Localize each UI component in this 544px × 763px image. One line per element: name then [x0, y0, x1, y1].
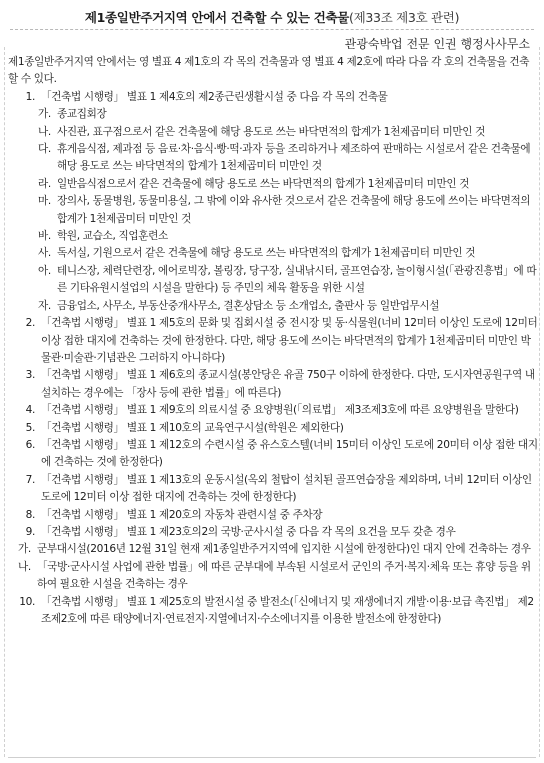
item-text: 군부대시설(2016년 12월 31일 현재 제1종일반주거지역에 입지한 시설에 한정한다)인 대지 안에 건축하는 경우: [37, 543, 531, 556]
sub-list-item: [8, 176, 538, 193]
item-number: 5.: [25, 421, 35, 434]
item-text: 학원, 교습소, 직업훈련소: [57, 230, 168, 243]
item-number: 라.: [38, 177, 51, 190]
item-number: 사.: [38, 247, 51, 260]
item-number: 나.: [38, 125, 51, 138]
item-number: 2.: [25, 317, 35, 330]
item-text: 「건축법 시행령」 별표 1 제5호의 문화 및 집회시설 중 전시장 및 동·식물원(너비 12미터 이상인 도로에 12미터 이상 접한 대지에 건축하는 것에 한정한다. 다만, 해당 용도에 쓰이는 바닥면적의 합계가 1천제곱미터 미만인 박물관·미술관·기념관은 그러하지 아니하다): [41, 317, 538, 364]
left-border: [4, 47, 5, 757]
list-item: [8, 402, 538, 419]
item-number: 7.: [25, 473, 35, 486]
item-text: 「국방·군사시설 사업에 관한 법률」에 따른 군부대에 부속된 시설로서 군인의 주거·복지·체육 또는 휴양 등을 위하여 필요한 시설을 건축하는 경우: [37, 560, 531, 591]
list-item: [8, 315, 538, 367]
document-title: [0, 8, 544, 26]
item-number: 10.: [19, 595, 35, 608]
intro-paragraph: 제1종일반주거지역 안에서는 영 별표 4 제1호의 각 목의 건축물과 영 별표 4 제2호에 따라 다음 각 호의 건축물을 건축할 수 있다.: [8, 56, 530, 86]
item-text: 「건축법 시행령」 별표 1 제12호의 수련시설 중 유스호스텔(너비 15미터 이상인 도로에 20미터 이상 접한 대지에 건축하는 것에 한정한다): [41, 438, 538, 469]
item-text: 사진관, 표구점으로서 같은 건축물에 해당 용도로 쓰는 바닥면적의 합계가 1천제곱미터 미만인 것: [57, 125, 486, 138]
item-number: 자.: [38, 299, 51, 312]
title-sub: (제33조 제3호 관련): [349, 10, 460, 25]
list-item: [8, 472, 538, 507]
item-text: 「건축법 시행령」 별표 1 제20호의 자동차 관련시설 중 주차장: [41, 508, 323, 521]
sub-list-item: [8, 263, 538, 298]
item-text: 테니스장, 체력단련장, 에어로빅장, 볼링장, 당구장, 실내낚시터, 골프연습장, 놀이형시설(「관광진흥법」에 따른 기타유원시설업의 시설을 말한다) 등 주민의 체육 활동을 위한 시설: [57, 264, 537, 295]
item-text: 「건축법 시행령」 별표 1 제4호의 제2종근린생활시설 중 다음 각 목의 건축물: [41, 90, 388, 103]
item-number: 다.: [38, 143, 51, 156]
sub-list-item: [8, 106, 538, 123]
item-number: 가.: [38, 108, 51, 121]
sub-list-item: [8, 228, 538, 245]
item-number: 8.: [25, 508, 35, 521]
item-text: 일반음식점으로서 같은 건축물에 해당 용도로 쓰는 바닥면적의 합계가 1천제곱미터 미만인 것: [57, 177, 470, 190]
right-border: [539, 47, 540, 757]
item-number: 9.: [25, 525, 35, 538]
sub-list-item: [8, 193, 538, 228]
item-number: 3.: [25, 369, 35, 382]
item-text: 독서실, 기원으로서 같은 건축물에 해당 용도로 쓰는 바닥면적의 합계가 1천제곱미터 미만인 것: [57, 247, 476, 260]
item-number: 아.: [38, 264, 51, 277]
item-number: 바.: [38, 230, 51, 243]
document-body: [8, 54, 538, 628]
item-text: 휴게음식점, 제과점 등 음료·차·음식·빵·떡·과자 등을 조리하거나 제조하여 판매하는 시설로서 같은 건축물에 해당 용도로 쓰는 바닥면적의 합계가 1천제곱미터 미만인 것: [57, 143, 531, 173]
sub-list-item: [8, 559, 538, 594]
list-item: [8, 594, 538, 629]
sub-list-item: [8, 141, 538, 176]
item-number: 마.: [38, 195, 51, 208]
bottom-divider: [8, 757, 536, 758]
item-list: [8, 89, 538, 629]
author-line: 관광숙박업 전문 인권 행정사사무소: [344, 37, 530, 51]
item-text: 「건축법 시행령」 별표 1 제23호의2의 국방·군사시설 중 다음 각 목의 요건을 모두 갖춘 경우: [41, 525, 456, 538]
list-item: [8, 420, 538, 437]
title-main: 제1종일반주거지역 안에서 건축할 수 있는 건축물: [84, 10, 350, 25]
item-number: 1.: [25, 90, 35, 103]
item-text: 장의사, 동물병원, 동물미용실, 그 밖에 이와 유사한 것으로서 같은 건축물에 해당 용도에 쓰이는 바닥면적의 합계가 1천제곱미터 미만인 것: [57, 195, 531, 225]
item-number: 나.: [18, 560, 31, 573]
item-number: 가.: [18, 543, 31, 556]
item-number: 6.: [25, 438, 35, 451]
list-item: [8, 524, 538, 541]
item-text: 금융업소, 사무소, 부동산중개사무소, 결혼상담소 등 소개업소, 출판사 등 일반업무시설: [57, 299, 440, 312]
list-item: [8, 437, 538, 472]
list-item: [8, 89, 538, 106]
item-text: 「건축법 시행령」 별표 1 제13호의 운동시설(옥외 철탑이 설치된 골프연습장을 제외하며, 너비 12미터 이상인 도로에 12미터 이상 접한 대지에 건축하는 것에 한정한다): [41, 473, 532, 504]
item-text: 「건축법 시행령」 별표 1 제10호의 교육연구시설(학원은 제외한다): [41, 421, 344, 434]
item-text: 「건축법 시행령」 별표 1 제25호의 발전시설 중 발전소(「신에너지 및 재생에너지 개발·이용·보급 촉진법」 제2조제2호에 따른 태양에너지·연료전지·지열에너지·수소에너지를 이용한 발전소에 한정한다): [41, 595, 534, 625]
item-text: 종교집회장: [57, 108, 107, 121]
item-text: 「건축법 시행령」 별표 1 제6호의 종교시설(봉안당은 유골 750구 이하에 한정한다. 다만, 도시자연공원구역 내 설치하는 경우에는 「장사 등에 관한 법률」에 따른다): [41, 369, 535, 399]
list-item: [8, 507, 538, 524]
title-divider: [10, 29, 534, 30]
list-item: [8, 367, 538, 402]
sub-list-item: [8, 541, 538, 558]
sub-list-item: [8, 245, 538, 262]
item-number: 4.: [25, 404, 35, 417]
sub-list-item: [8, 298, 538, 315]
item-text: 「건축법 시행령」 별표 1 제9호의 의료시설 중 요양병원(「의료법」 제3조제3호에 따른 요양병원을 말한다): [41, 404, 519, 417]
sub-list-item: [8, 124, 538, 141]
